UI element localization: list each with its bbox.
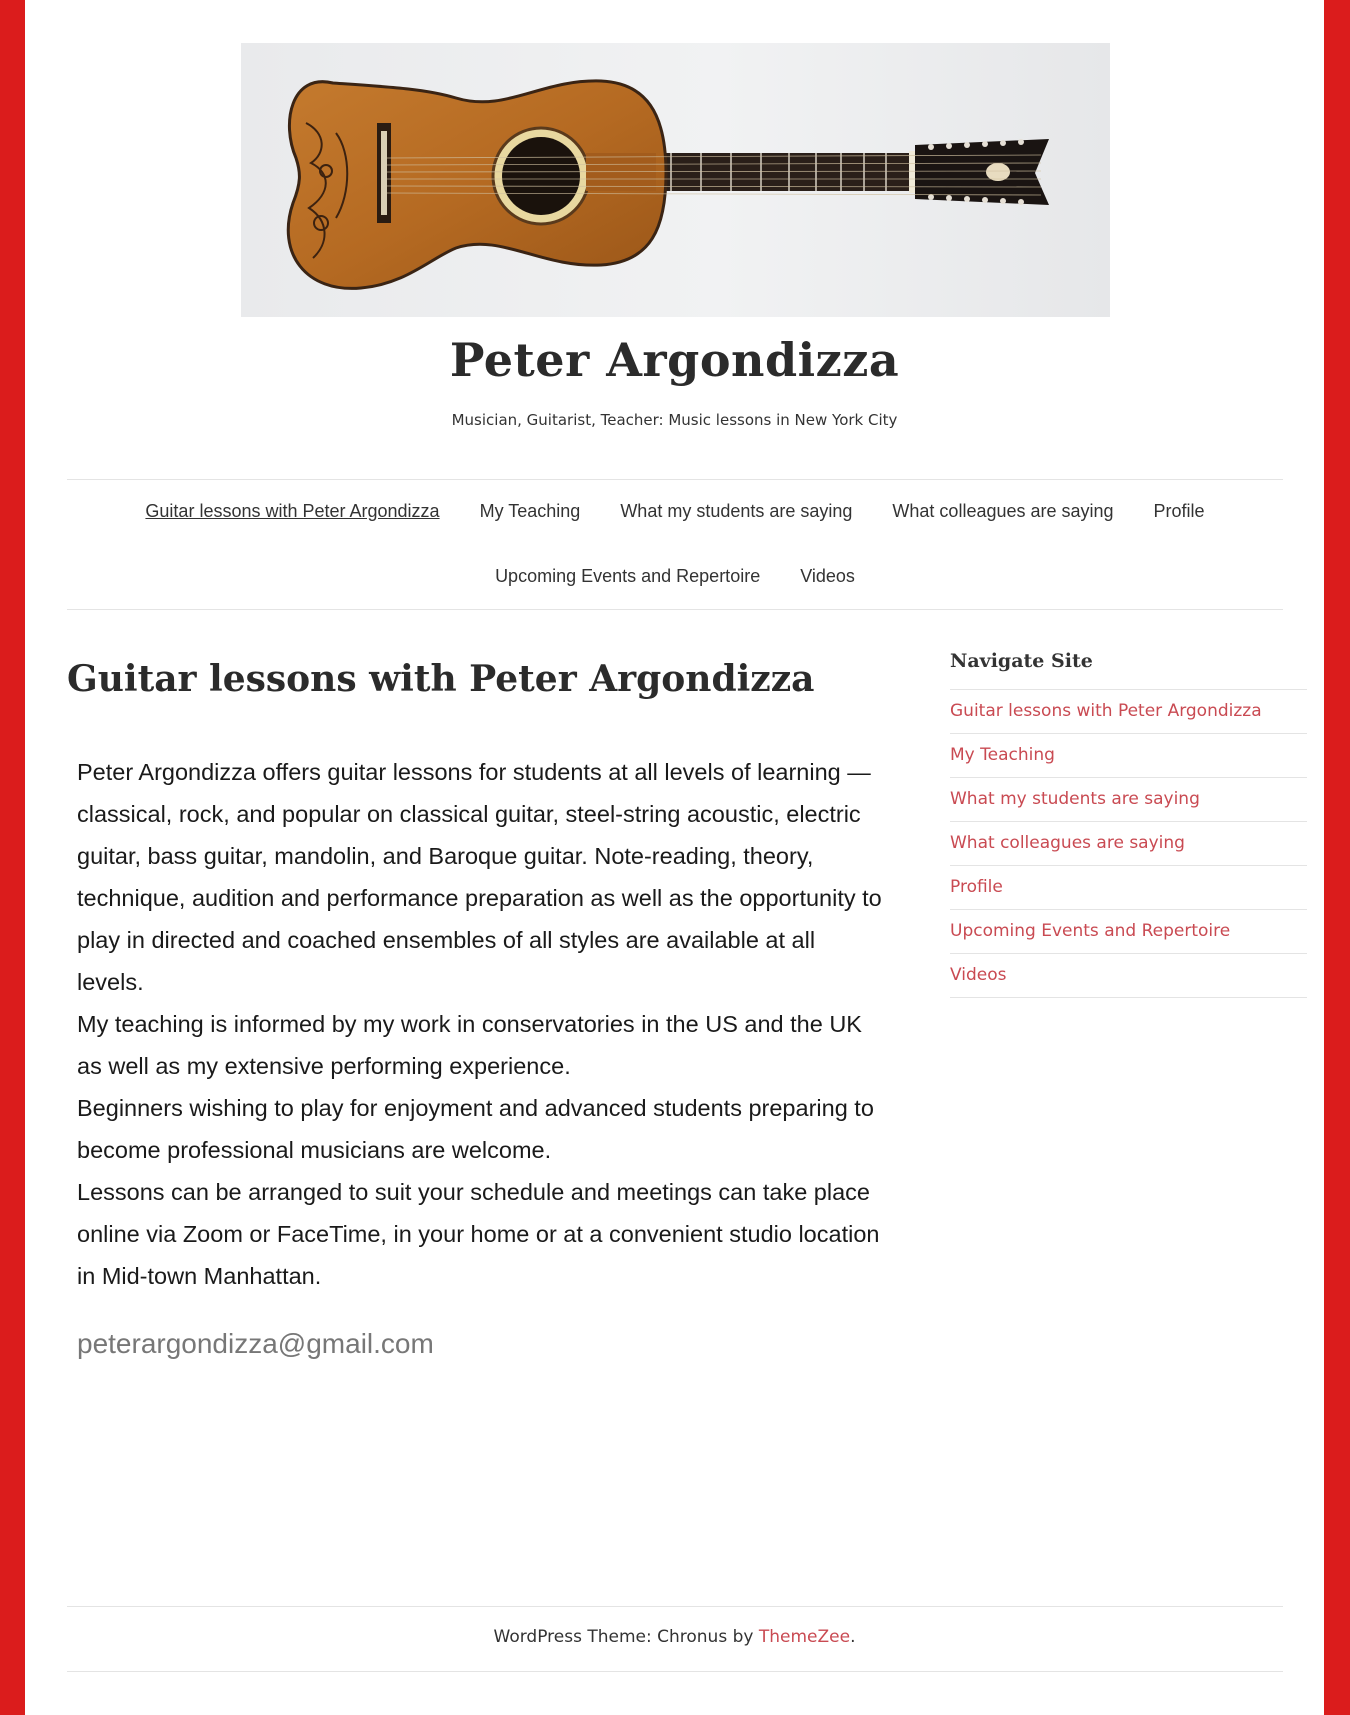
page-title: Guitar lessons with Peter Argondizza <box>67 658 815 700</box>
paragraph-beginners: Beginners wishing to play for enjoyment and advanced students preparing to become professional musicians are welcome. <box>77 1095 874 1163</box>
nav-item-students-saying[interactable]: What my students are saying <box>620 501 853 521</box>
guitar-illustration <box>241 43 1110 317</box>
header-guitar-image[interactable] <box>241 43 1110 317</box>
nav-item-videos[interactable]: Videos <box>800 566 855 586</box>
entry-content <box>77 751 887 1297</box>
sidebar-title: Navigate Site <box>950 650 1093 672</box>
nav-item-upcoming-events[interactable]: Upcoming Events and Repertoire <box>495 566 761 586</box>
sidebar-item-my-teaching[interactable]: My Teaching <box>950 734 1307 778</box>
nav-item-profile[interactable]: Profile <box>1153 501 1205 521</box>
nav-top-divider <box>67 479 1283 480</box>
nav-item-colleagues-saying[interactable]: What colleagues are saying <box>892 501 1114 521</box>
site-title[interactable]: Peter Argondizza <box>449 333 900 387</box>
paragraph-teaching: My teaching is informed by my work in conservatories in the US and the UK as well as my extensive performing experience. <box>77 1011 862 1079</box>
site-tagline: Musician, Guitarist, Teacher: Music lessons in New York City <box>451 411 898 429</box>
sidebar <box>950 650 1307 998</box>
sidebar-item-guitar-lessons[interactable]: Guitar lessons with Peter Argondizza <box>950 690 1307 734</box>
nav-row-1 <box>67 501 1283 522</box>
contact-email[interactable]: peterargondizza@gmail.com <box>77 1328 434 1359</box>
sidebar-item-students-saying[interactable]: What my students are saying <box>950 778 1307 822</box>
nav-item-guitar-lessons[interactable]: Guitar lessons with Peter Argondizza <box>145 501 440 521</box>
footer-suffix: . <box>850 1627 856 1647</box>
paragraph-lessons: Lessons can be arranged to suit your schedule and meetings can take place online via Zoom or FaceTime, in your home or at a convenient studio location in Mid-town Manhattan. <box>77 1179 880 1289</box>
paragraph-intro: Peter Argondizza offers guitar lessons for students at all levels of learning — classical, rock, and popular on classical guitar, steel-string acoustic, electric guitar, bass guitar, mandolin, and Baroque guitar. Note-reading, theory, technique, audition and performance preparation as well as the opportunity to play in directed and coached ensembles of all styles are available at all levels. <box>77 759 882 995</box>
sidebar-item-profile[interactable]: Profile <box>950 866 1307 910</box>
footer <box>25 1627 1324 1647</box>
footer-theme-link[interactable]: ThemeZee <box>758 1627 851 1647</box>
sidebar-nav-list <box>950 689 1307 998</box>
footer-top-divider <box>67 1606 1283 1607</box>
nav-bottom-divider <box>67 609 1283 610</box>
page <box>25 0 1324 1715</box>
footer-bottom-divider <box>67 1671 1283 1672</box>
sidebar-item-upcoming-events[interactable]: Upcoming Events and Repertoire <box>950 910 1307 954</box>
sidebar-item-colleagues-saying[interactable]: What colleagues are saying <box>950 822 1307 866</box>
nav-item-my-teaching[interactable]: My Teaching <box>479 501 581 521</box>
nav-row-2 <box>67 566 1283 587</box>
footer-credit-text: WordPress Theme: Chronus by <box>493 1627 759 1647</box>
sidebar-item-videos[interactable]: Videos <box>950 954 1307 998</box>
